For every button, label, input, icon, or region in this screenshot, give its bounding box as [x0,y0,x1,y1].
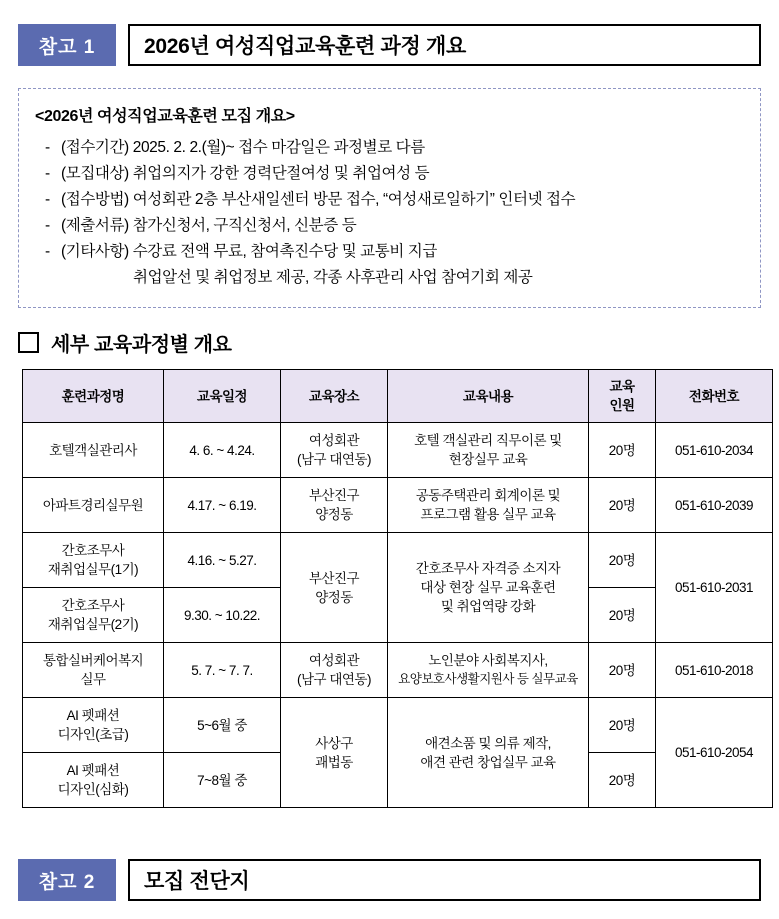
section-heading [18,328,761,357]
course-name-line1: AI 펫패션 [66,708,120,723]
location-line2: (남구 대연동) [297,672,371,687]
cell-course-name: 호텔객실관리사 [23,423,164,478]
location-line1: 여성회관 [308,433,360,448]
course-name-line1: AI 펫패션 [66,763,120,778]
dash-marker: - [45,217,50,234]
table-header-row [23,370,773,423]
location-line1: 사상구 [315,735,353,751]
cell-location [281,643,388,698]
content-line2: 현장실무 교육 [448,452,528,467]
cell-capacity: 20명 [589,588,656,643]
cell-course-name [23,533,164,588]
course-name-line2: 디자인(초급) [57,727,129,742]
table-row [23,478,773,533]
cell-capacity: 20명 [589,533,656,588]
content-line2: 프로그램 활용 실무 교육 [420,507,556,522]
cell-schedule: 4.17. ~ 6.19. [164,478,281,533]
header-course-name: 훈련과정명 [23,370,164,423]
summary-item-text: (제출서류) 참가신청서, 구직신청서, 신분증 등 [61,217,357,234]
summary-item [35,239,744,265]
location-line2: (남구 대연동) [297,452,371,467]
cell-location [281,533,388,643]
cell-capacity: 20명 [589,643,656,698]
header-capacity-line1: 교육 [609,379,635,394]
summary-item-text: (접수방법) 여성회관 2층 부산새일센터 방문 접수, “여성새로일하기” 인터넷 접수 [61,191,576,208]
header-phone: 전화번호 [656,370,773,423]
cell-content [388,533,589,643]
cell-phone: 051-610-2034 [656,423,773,478]
course-name-line2: 디자인(심화) [57,782,129,797]
course-name-line1: 간호조무사 [61,543,125,558]
cell-schedule: 4. 6. ~ 4.24. [164,423,281,478]
cell-content [388,423,589,478]
cell-phone: 051-610-2031 [656,533,773,643]
cell-course-name [23,643,164,698]
location-line1: 부산진구 [308,488,360,503]
content-line2: 애견 관련 창업실무 교육 [420,754,556,770]
course-name-line1: 간호조무사 [61,598,125,613]
cell-content [388,643,589,698]
cell-location [281,478,388,533]
section-title-text: 세부 교육과정별 개요 [51,334,232,356]
content-line1: 간호조무사 자격증 소지자 [415,561,561,576]
header-capacity-line2: 인원 [609,398,635,413]
reference-1-tag: 참고 1 [18,24,116,66]
summary-item-text: (기타사항) 수강료 전액 무료, 참여촉진수당 및 교통비 지급 [61,243,437,260]
content-line2: 대상 현장 실무 교육훈련 [420,580,556,595]
location-line2: 양정동 [315,589,353,605]
course-name-line2: 실무 [80,672,106,687]
cell-schedule: 5. 7. ~ 7. 7. [164,643,281,698]
content-line1: 호텔 객실관리 직무이론 및 [414,433,562,448]
summary-item [35,161,744,187]
dash-marker: - [45,139,50,156]
summary-item [35,187,744,213]
location-line1: 부산진구 [308,570,360,586]
course-table [22,369,773,808]
table-row [23,423,773,478]
content-line1: 공동주택관리 회계이론 및 [415,488,561,503]
summary-item [35,213,744,239]
cell-capacity: 20명 [589,423,656,478]
cell-location [281,423,388,478]
content-line1: 노인분야 사회복지사, [428,653,548,668]
course-name-line2: 재취업실무(1기) [47,562,139,577]
cell-course-name [23,698,164,753]
reference-2-tag: 참고 2 [18,859,116,901]
reference-1-title: 2026년 여성직업교육훈련 과정 개요 [128,24,761,66]
cell-schedule: 5~6월 중 [164,698,281,753]
location-line2: 괘법동 [315,754,353,770]
cell-schedule: 4.16. ~ 5.27. [164,533,281,588]
content-line2: 요양보호사생활지원사 등 실무교육 [398,672,578,686]
table-row [23,533,773,588]
table-row [23,698,773,753]
dash-marker: - [45,165,50,182]
square-bullet-icon [18,332,39,353]
table-row [23,643,773,698]
cell-phone: 051-610-2018 [656,643,773,698]
cell-schedule: 9.30. ~ 10.22. [164,588,281,643]
cell-location [281,698,388,808]
document-page [0,24,779,919]
header-schedule: 교육일정 [164,370,281,423]
summary-title: <2026년 여성직업교육훈련 모집 개요> [35,108,295,125]
location-line1: 여성회관 [308,653,360,668]
header-capacity [589,370,656,423]
course-name-line1: 통합실버케어복지 [42,653,144,668]
cell-content [388,698,589,808]
recruitment-summary-box [18,88,761,308]
summary-sub-text: 취업알선 및 취업정보 제공, 각종 사후관리 사업 참여기회 제공 [133,269,533,286]
header-content: 교육내용 [388,370,589,423]
header-location: 교육장소 [281,370,388,423]
cell-phone: 051-610-2039 [656,478,773,533]
cell-course-name [23,588,164,643]
content-line1: 애견소품 및 의류 제작, [425,735,551,751]
cell-schedule: 7~8월 중 [164,753,281,808]
cell-capacity: 20명 [589,698,656,753]
reference-2-title: 모집 전단지 [128,859,761,901]
cell-phone: 051-610-2054 [656,698,773,808]
dash-marker: - [45,243,50,260]
course-name-line2: 재취업실무(2기) [47,617,139,632]
dash-marker: - [45,191,50,208]
cell-capacity: 20명 [589,753,656,808]
cell-capacity: 20명 [589,478,656,533]
content-line3: 및 취업역량 강화 [440,599,536,614]
location-line2: 양정동 [315,507,353,522]
reference-1-header [18,24,761,66]
summary-item [35,135,744,161]
cell-course-name: 아파트경리실무원 [23,478,164,533]
cell-content [388,478,589,533]
summary-item-text: (접수기간) 2025. 2. 2.(월)~ 접수 마감일은 과정별로 다름 [61,139,425,156]
summary-item-text: (모집대상) 취업의지가 강한 경력단절여성 및 취업여성 등 [61,165,430,182]
cell-course-name [23,753,164,808]
